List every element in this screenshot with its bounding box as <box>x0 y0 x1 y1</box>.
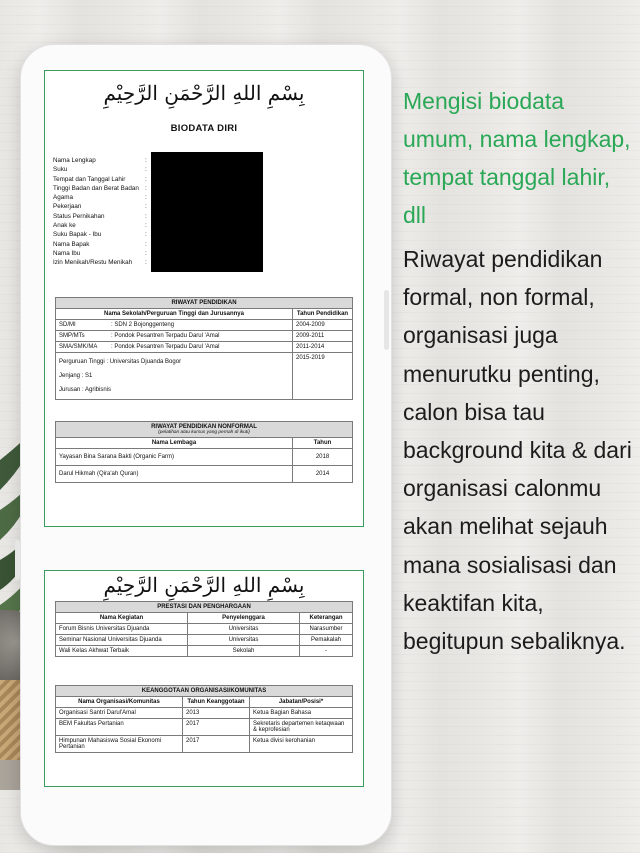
biodata-field-label: Suku Bapak - Ibu <box>53 231 102 239</box>
table-row: SMP/MTs : Pondok Pesantren Terpadu Darul 'Amal 2009-2011 <box>56 331 353 342</box>
colon: : <box>145 157 147 164</box>
biodata-field-label: Pekerjaan <box>53 203 82 211</box>
biodata-field-label: Tinggi Badan dan Berat Badan <box>53 184 139 192</box>
pendidikan-col-name: Nama Sekolah/Perguruan Tinggi dan Jurusannya <box>56 309 293 320</box>
colon: : <box>145 212 147 220</box>
biodata-title: BIODATA DIRI <box>170 123 238 134</box>
nonformal-title: RIWAYAT PENDIDIKAN NONFORMAL (pelatihan atau kursus yang pernah di ikuti) <box>56 422 353 438</box>
pendidikan-table <box>55 297 353 400</box>
caption-green: Mengisi biodata umum, nama lengkap, tempat tanggal lahir, dll <box>403 88 631 228</box>
prestasi-table: PRESTASI DAN PENGHARGAAN Nama Kegiatan Penyelenggara Keterangan Forum Bisnis Universitas Djuanda Universitas Narasumber Seminar Nasional Universitas Djuanda Universitas Pemakalah Wali Kelas Akhwat Terbaik Sekolah - <box>55 601 353 657</box>
table-row: Yayasan Bina Sarana Bakti (Organic Farm) 2018 <box>56 449 353 466</box>
colon: : <box>145 175 147 183</box>
colon: : <box>145 203 147 211</box>
biodata-page-1 <box>44 70 364 527</box>
phone-side-button <box>384 290 389 350</box>
table-row: Forum Bisnis Universitas Djuanda Universitas Narasumber <box>56 624 353 635</box>
table-row: Organisasi Santri Darul'Amal 2013 Ketua Bagian Bahasa <box>56 708 353 719</box>
biodata-field-label: Nama Bapak <box>53 240 90 248</box>
biodata-field-label: Nama Lengkap <box>53 157 96 164</box>
colon: : <box>145 259 147 267</box>
table-row: BEM Fakultas Pertanian 2017 Sekretaris departemen ketaqwaan & keprofesian <box>56 719 353 736</box>
nonformal-col-name: Nama Lembaga <box>56 438 293 449</box>
biodata-field-label: Anak ke <box>53 222 76 230</box>
pendidikan-title: RIWAYAT PENDIDIKAN <box>56 298 353 309</box>
redaction-block <box>151 152 263 272</box>
organisasi-table: KEANGGOTAAN ORGANISASI/KOMUNITAS Nama Organisasi/Komunitas Tahun Keanggotaan Jabatan/Posisi* Organisasi Santri Darul'Amal 2013 Ketua Bagian Bahasa BEM Fakultas Pertanian 2017 Sekretaris departemen ketaqwaan & keprofesian Himpunan Mahasiswa Sosial Ekonomi Pertanian 2017 Ketua divisi kerohanian <box>55 685 353 753</box>
table-row: Perguruan Tinggi : Universitas Djuanda Bogor Jenjang : S1 Jurusan : Agribisnis 2015-2019 <box>56 353 353 400</box>
biodata-field-label: Status Pernikahan <box>53 212 105 220</box>
nonformal-table <box>55 421 353 483</box>
colon: : <box>145 249 147 257</box>
organisasi-title: KEANGGOTAAN ORGANISASI/KOMUNITAS <box>56 686 353 697</box>
colon: : <box>145 194 147 202</box>
biodata-field-label: Tempat dan Tanggal Lahir <box>53 175 126 183</box>
colon: : <box>145 231 147 239</box>
biodata-field-label: Agama <box>53 194 73 202</box>
nonformal-col-year: Tahun <box>293 438 353 449</box>
colon: : <box>145 222 147 230</box>
table-row: Darul Hikmah (Qira'ah Quran) 2014 <box>56 466 353 483</box>
caption <box>403 82 633 660</box>
colon: : <box>145 166 147 174</box>
colon: : <box>145 184 147 192</box>
basmala-calligraphy: بِسْمِ اللهِ الرَّحْمَنِ الرَّحِيْمِ <box>103 573 305 597</box>
biodata-field-label: Izin Menikah/Restu Menikah <box>53 259 133 267</box>
table-row: SMA/SMK/MA : Pondok Pesantren Terpadu Darul 'Amal 2011-2014 <box>56 342 353 353</box>
biodata-page-2 <box>44 570 364 787</box>
colon: : <box>145 240 147 248</box>
biodata-field-label: Suku <box>53 166 68 174</box>
basmala-calligraphy: بِسْمِ اللهِ الرَّحْمَنِ الرَّحِيْمِ <box>103 81 305 105</box>
pendidikan-col-year: Tahun Pendidikan <box>293 309 353 320</box>
biodata-field-label: Nama Ibu <box>53 249 81 257</box>
table-row: SD/MI : SDN 2 Bojonggenteng 2004-2009 <box>56 320 353 331</box>
prestasi-title: PRESTASI DAN PENGHARGAAN <box>56 602 353 613</box>
table-row: Wali Kelas Akhwat Terbaik Sekolah - <box>56 646 353 657</box>
phone-side-button-left <box>15 540 20 580</box>
caption-dark: Riwayat pendidikan formal, non formal, organisasi juga menurutku penting, calon bisa tau background kita & dari organisasi calonmu akan melihat sejauh mana sosialisasi dan keaktifan kita, begitupun sebaliknya. <box>403 246 632 655</box>
table-row: Seminar Nasional Universitas Djuanda Universitas Pemakalah <box>56 635 353 646</box>
table-row: Himpunan Mahasiswa Sosial Ekonomi Pertanian 2017 Ketua divisi kerohanian <box>56 736 353 753</box>
